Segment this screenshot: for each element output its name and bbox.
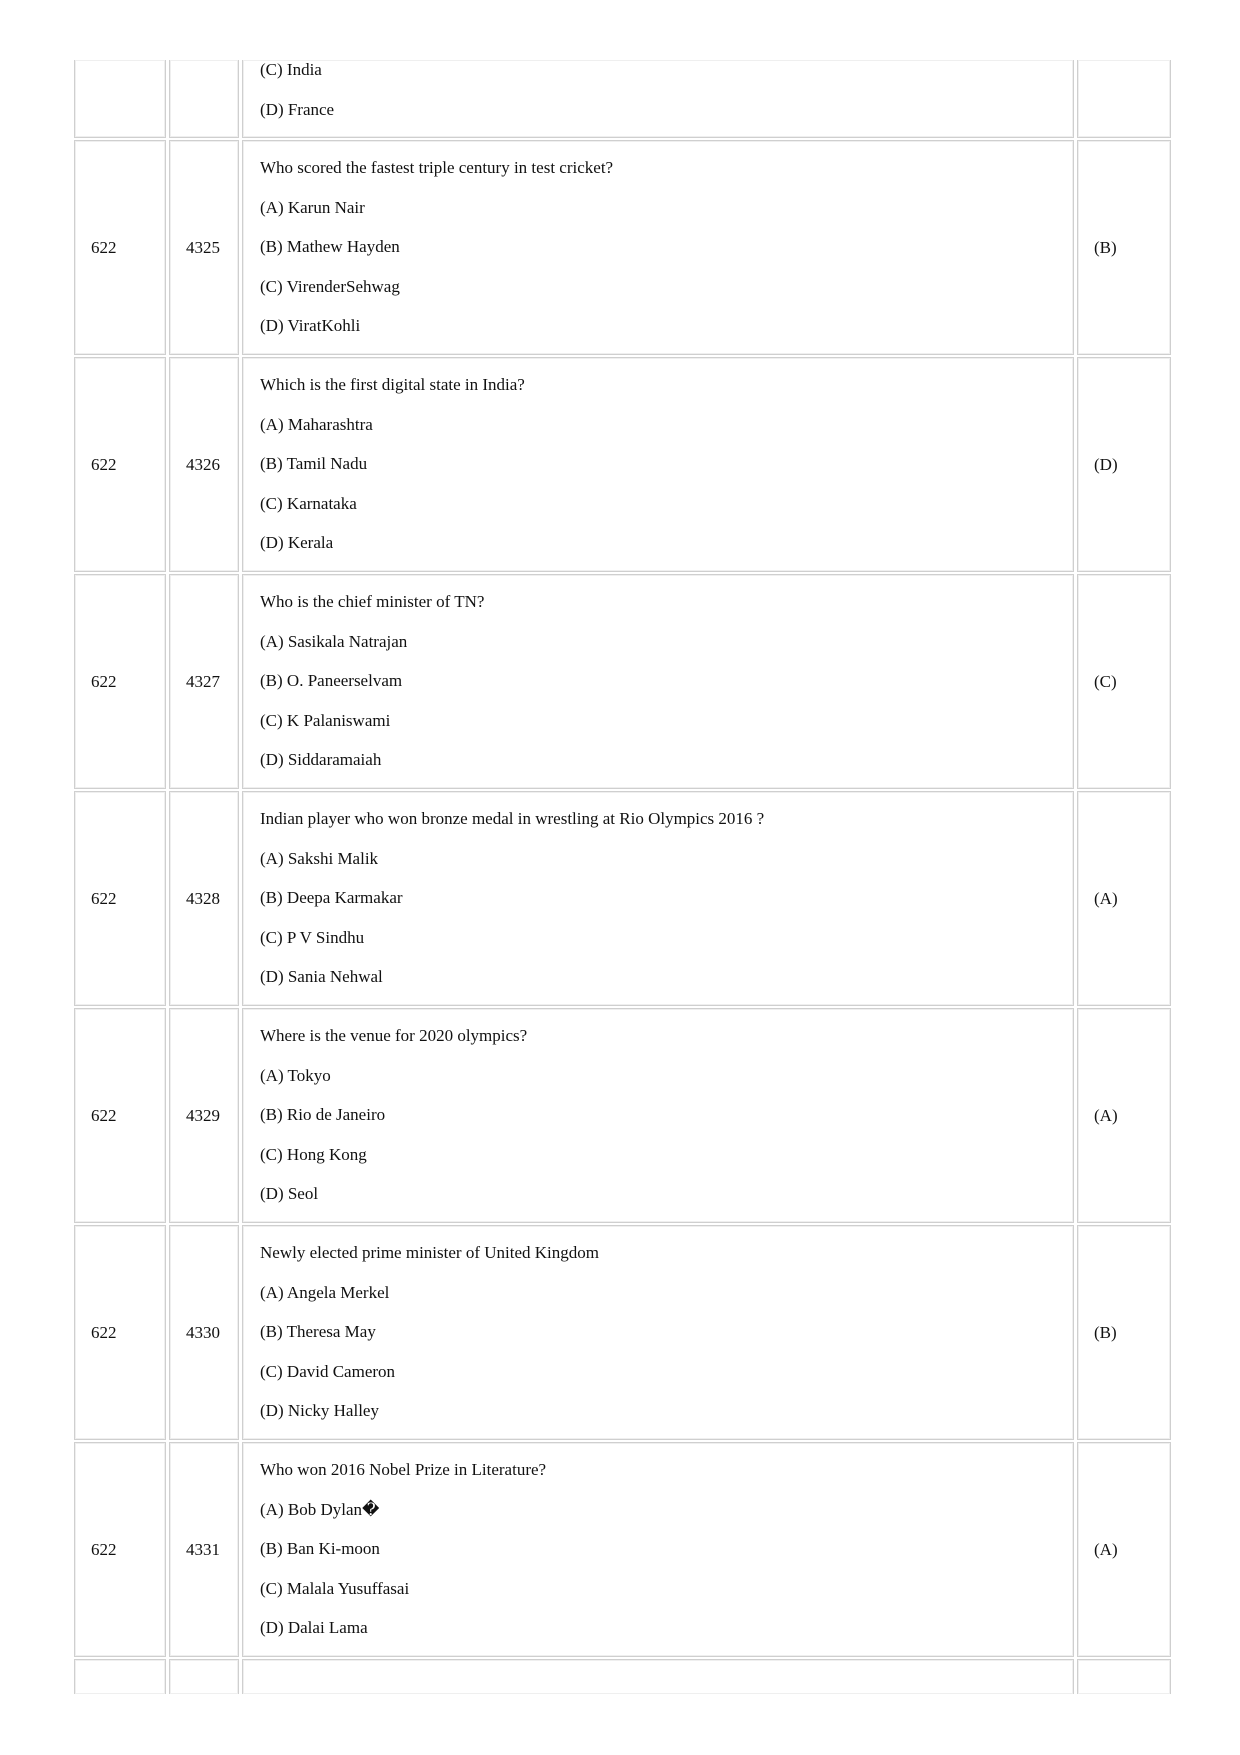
option-d: (D) Kerala (260, 533, 334, 552)
question-number: 4330 (169, 1225, 239, 1440)
set-number: 622 (74, 1442, 166, 1657)
option-a: (A) Tokyo (260, 1065, 331, 1085)
option-d: (D) Dalai Lama (260, 1618, 368, 1637)
option-a: (A) Sakshi Malik (260, 848, 379, 868)
question-cell (242, 1442, 1074, 1657)
question-cell (242, 140, 1074, 355)
option-c: (C) Karnataka (260, 493, 357, 513)
option-c: (C) VirenderSehwag (260, 276, 400, 296)
option-d: (D) ViratKohli (260, 316, 361, 335)
question-text: Indian player who won bronze medal in wrestling at Rio Olympics 2016 ? (260, 809, 765, 828)
set-number: 622 (74, 574, 166, 789)
question-number: 4331 (169, 1442, 239, 1657)
question-number: 4329 (169, 1008, 239, 1223)
answer-key: (A) (1077, 1442, 1171, 1657)
option-d: (D) Sania Nehwal (260, 967, 383, 986)
set-number: 622 (74, 357, 166, 572)
answer-key: (D) (1077, 357, 1171, 572)
option-a: (A) Sasikala Natrajan (260, 631, 408, 651)
set-number: 622 (74, 140, 166, 355)
option-d: (D) Nicky Halley (260, 1401, 379, 1420)
option-c: (C) India (260, 60, 322, 79)
option-b: (B) O. Paneerselvam (260, 671, 403, 690)
set-number: 622 (74, 791, 166, 1006)
option-c: (C) K Palaniswami (260, 710, 391, 730)
option-b: (B) Tamil Nadu (260, 454, 368, 473)
answer-key: (A) (1077, 791, 1171, 1006)
option-b: (B) Ban Ki-moon (260, 1539, 380, 1558)
question-cell (242, 1008, 1074, 1223)
question-cell (242, 1659, 1074, 1694)
set-number: 622 (74, 1008, 166, 1223)
option-c: (C) Hong Kong (260, 1144, 367, 1164)
question-text: Who is the chief minister of TN? (260, 592, 485, 611)
option-c: (C) Malala Yusuffasai (260, 1578, 410, 1598)
question-number: 4328 (169, 791, 239, 1006)
set-cell (74, 1659, 166, 1694)
table-row-partial-top (74, 60, 1171, 138)
option-c: (C) David Cameron (260, 1361, 396, 1381)
option-a: (A) Maharashtra (260, 414, 373, 434)
answer-key: (A) (1077, 1008, 1171, 1223)
table-row (74, 140, 1171, 355)
answer-key: (C) (1077, 574, 1171, 789)
question-number: 4325 (169, 140, 239, 355)
option-d: (D) Siddaramaiah (260, 750, 382, 769)
option-b: (B) Theresa May (260, 1322, 376, 1341)
table-row (74, 1008, 1171, 1223)
question-cell (242, 791, 1074, 1006)
question-cell (242, 1225, 1074, 1440)
table-row (74, 1225, 1171, 1440)
answer-cell (1077, 60, 1171, 138)
table-row (74, 574, 1171, 789)
question-cell (242, 357, 1074, 572)
table-row-partial-bottom (74, 1659, 1171, 1694)
question-text: Who scored the fastest triple century in test cricket? (260, 158, 614, 177)
option-d: (D) Seol (260, 1184, 319, 1203)
option-a: (A) Bob Dylan� (260, 1499, 380, 1519)
option-a: (A) Karun Nair (260, 197, 365, 217)
question-number: 4326 (169, 357, 239, 572)
option-b: (B) Deepa Karmakar (260, 888, 403, 907)
set-cell (74, 60, 166, 138)
option-d: (D) France (260, 100, 335, 119)
question-text: Newly elected prime minister of United Kingdom (260, 1243, 599, 1262)
table-row (74, 791, 1171, 1006)
qno-cell (169, 1659, 239, 1694)
option-c: (C) P V Sindhu (260, 927, 365, 947)
option-a: (A) Angela Merkel (260, 1282, 390, 1302)
table-row (74, 1442, 1171, 1657)
answer-key: (B) (1077, 1225, 1171, 1440)
answer-cell (1077, 1659, 1171, 1694)
option-b: (B) Mathew Hayden (260, 237, 400, 256)
qno-cell (169, 60, 239, 138)
option-b: (B) Rio de Janeiro (260, 1105, 386, 1124)
set-number: 622 (74, 1225, 166, 1440)
question-text: Who won 2016 Nobel Prize in Literature? (260, 1460, 547, 1479)
question-text: Which is the first digital state in India? (260, 375, 525, 394)
table-row (74, 357, 1171, 572)
question-cell (242, 574, 1074, 789)
question-cell (242, 60, 1074, 138)
question-table (74, 60, 1171, 1696)
question-text: Where is the venue for 2020 olympics? (260, 1026, 528, 1045)
question-number: 4327 (169, 574, 239, 789)
answer-key: (B) (1077, 140, 1171, 355)
